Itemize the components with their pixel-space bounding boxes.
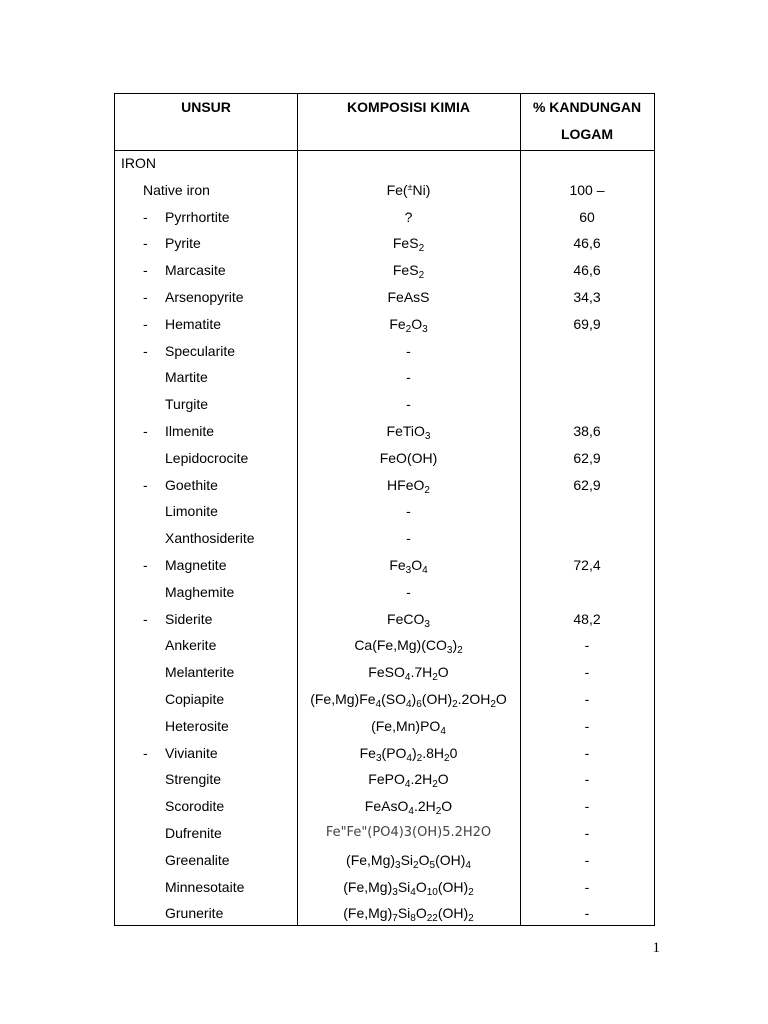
mineral-name: Dufrenite [165, 824, 222, 841]
row-bullet-dash: - [143, 235, 148, 252]
row-bullet-dash: - [143, 610, 148, 627]
chemical-formula: Fe"Fe"(PO4)3(OH)5.2H2O [325, 824, 492, 840]
table-row [115, 874, 654, 901]
table-row [115, 311, 654, 338]
row-bullet-dash: - [143, 208, 148, 225]
table-row [115, 525, 654, 552]
mineral-name: Greenalite [165, 851, 230, 868]
chemical-formula: $(Fe,Mg)_3Si_4O_{10}(OH)_2$ [343, 878, 474, 898]
mineral-name: Magnetite [165, 556, 227, 573]
mineral-name: Specularite [165, 342, 236, 359]
metal-content-percent: 34,3 [573, 288, 601, 305]
metal-content-percent: - [584, 717, 590, 734]
header-kandungan-line1: % KANDUNGAN [532, 99, 642, 115]
chemical-formula: Fe(±Ni) [386, 181, 431, 198]
mineral-name: Vivianite [165, 744, 218, 761]
metal-content-percent: - [584, 690, 590, 707]
table-row [115, 713, 654, 740]
mineral-name: Limonite [165, 503, 218, 520]
mineral-name: IRON [121, 155, 156, 171]
metal-content-percent: - [584, 771, 590, 788]
chemical-formula: HFeO$_2$ [387, 476, 430, 496]
table-row [115, 284, 654, 311]
header-komposisi-kimia [297, 94, 520, 150]
chemical-formula: FeS$_2$ [392, 262, 425, 282]
chemical-formula: $FePO_4.2H_2O$ [368, 771, 449, 791]
table-row [115, 472, 654, 499]
chemical-formula: ? [404, 208, 413, 225]
mineral-name: Lepidocrocite [165, 449, 249, 466]
chemical-formula: - [406, 342, 411, 359]
header-komposisi-label: KOMPOSISI KIMIA [347, 99, 470, 115]
chemical-formula: $FeSO_4.7H_2O$ [368, 664, 449, 684]
chemical-formula: FeAsS [387, 288, 430, 305]
table-row [115, 338, 654, 365]
chemical-formula: FeTiO$_3$ [386, 422, 431, 442]
mineral-name: Melanterite [165, 664, 235, 681]
mineral-name: Minnesotaite [165, 878, 245, 895]
table-row [115, 445, 654, 472]
header-unsur-label: UNSUR [181, 99, 231, 115]
table-row [115, 364, 654, 391]
mineral-name: Goethite [165, 476, 218, 493]
mineral-name: Scorodite [165, 798, 225, 815]
metal-content-percent: - [584, 905, 590, 922]
metal-content-percent: 60 [579, 208, 595, 225]
chemical-formula: $Fe_3(PO_4)_2.8H_20$ [359, 744, 458, 764]
mineral-name: Siderite [165, 610, 213, 627]
row-bullet-dash: - [143, 288, 148, 305]
mineral-name: Pyrite [165, 235, 201, 252]
header-kandungan-line2: LOGAM [560, 126, 614, 142]
chemical-formula: - [406, 369, 411, 386]
mineral-name: Turgite [165, 396, 209, 413]
metal-content-percent: 72,4 [573, 556, 601, 573]
table-row [115, 632, 654, 659]
table-row [115, 766, 654, 793]
mineral-name: Maghemite [165, 583, 235, 600]
metal-content-percent: - [584, 878, 590, 895]
row-bullet-dash: - [143, 262, 148, 279]
mineral-name: Copiapite [165, 690, 225, 707]
row-bullet-dash: - [143, 744, 148, 761]
mineral-name: Strengite [165, 771, 222, 788]
chemical-formula: $FeAsO_4.2H_2O$ [364, 798, 453, 818]
header-kandungan-logam [520, 94, 654, 150]
mineral-name: Hematite [165, 315, 222, 332]
chemical-formula: $(Fe,Mn)PO_4$ [371, 717, 446, 737]
mineral-name: Arsenopyrite [165, 288, 244, 305]
row-bullet-dash: - [143, 556, 148, 573]
mineral-name: Heterosite [165, 717, 229, 734]
chemical-formula: - [406, 530, 411, 547]
chemical-formula: FeS$_2$ [392, 235, 425, 255]
table-row [115, 230, 654, 257]
header-unsur [115, 94, 297, 150]
chemical-formula: - [406, 503, 411, 520]
chemical-formula: - [406, 396, 411, 413]
metal-content-percent: 69,9 [573, 315, 601, 332]
mineral-name: Pyrrhortite [165, 208, 230, 225]
table-row [115, 391, 654, 418]
chemical-formula: $(Fe,Mg)_7Si_8O_{22}(OH)_2$ [343, 905, 474, 925]
table-row [115, 900, 654, 927]
table-row [115, 606, 654, 633]
mineral-name: Ilmenite [165, 422, 215, 439]
chemical-formula: - [406, 583, 411, 600]
metal-content-percent: 100 – [569, 181, 605, 198]
table-row [115, 740, 654, 767]
metal-content-percent: 38,6 [573, 422, 601, 439]
table-body [115, 150, 654, 927]
table-row [115, 204, 654, 231]
mineral-name: Xanthosiderite [165, 530, 255, 547]
table-row [115, 257, 654, 284]
mineral-table [114, 93, 655, 926]
metal-content-percent: 62,9 [573, 449, 601, 466]
row-bullet-dash: - [143, 342, 148, 359]
chemical-formula: $Fe_3O_4$ [389, 556, 428, 576]
mineral-name: Martite [165, 369, 208, 386]
metal-content-percent: - [584, 637, 590, 654]
table-row [115, 847, 654, 874]
table-row [115, 686, 654, 713]
metal-content-percent: - [584, 798, 590, 815]
table-row [115, 498, 654, 525]
table-row [115, 659, 654, 686]
chemical-formula: FeO(OH) [379, 449, 438, 466]
row-bullet-dash: - [143, 422, 148, 439]
mineral-name: Native iron [143, 181, 210, 198]
metal-content-percent: 62,9 [573, 476, 601, 493]
metal-content-percent: 46,6 [573, 262, 601, 279]
chemical-formula: FeCO$_3$ [387, 610, 430, 630]
metal-content-percent: - [584, 664, 590, 681]
mineral-name: Ankerite [165, 637, 217, 654]
metal-content-percent: - [584, 744, 590, 761]
table-row [115, 820, 654, 847]
chemical-formula: $(Fe,Mg)_3Si_2O_5(OH)_4$ [346, 851, 471, 871]
metal-content-percent: - [584, 851, 590, 868]
metal-content-percent: - [584, 824, 590, 841]
mineral-name: Marcasite [165, 262, 226, 279]
table-row [115, 579, 654, 606]
chemical-formula: $Ca(Fe,Mg)(CO_3)_2$ [354, 637, 463, 657]
table-row [115, 552, 654, 579]
table-row [115, 418, 654, 445]
page-number: 1 [652, 940, 660, 956]
metal-content-percent: 48,2 [573, 610, 601, 627]
metal-content-percent: 46,6 [573, 235, 601, 252]
table-row [115, 177, 654, 204]
chemical-formula: $Fe_2O_3$ [389, 315, 428, 335]
row-bullet-dash: - [143, 315, 148, 332]
mineral-name: Grunerite [165, 905, 224, 922]
chemical-formula: $(Fe,Mg)Fe_4(SO_4)_6(OH)_2.2OH_2O$ [310, 690, 507, 710]
table-row [115, 150, 654, 177]
row-bullet-dash: - [143, 476, 148, 493]
table-row [115, 793, 654, 820]
